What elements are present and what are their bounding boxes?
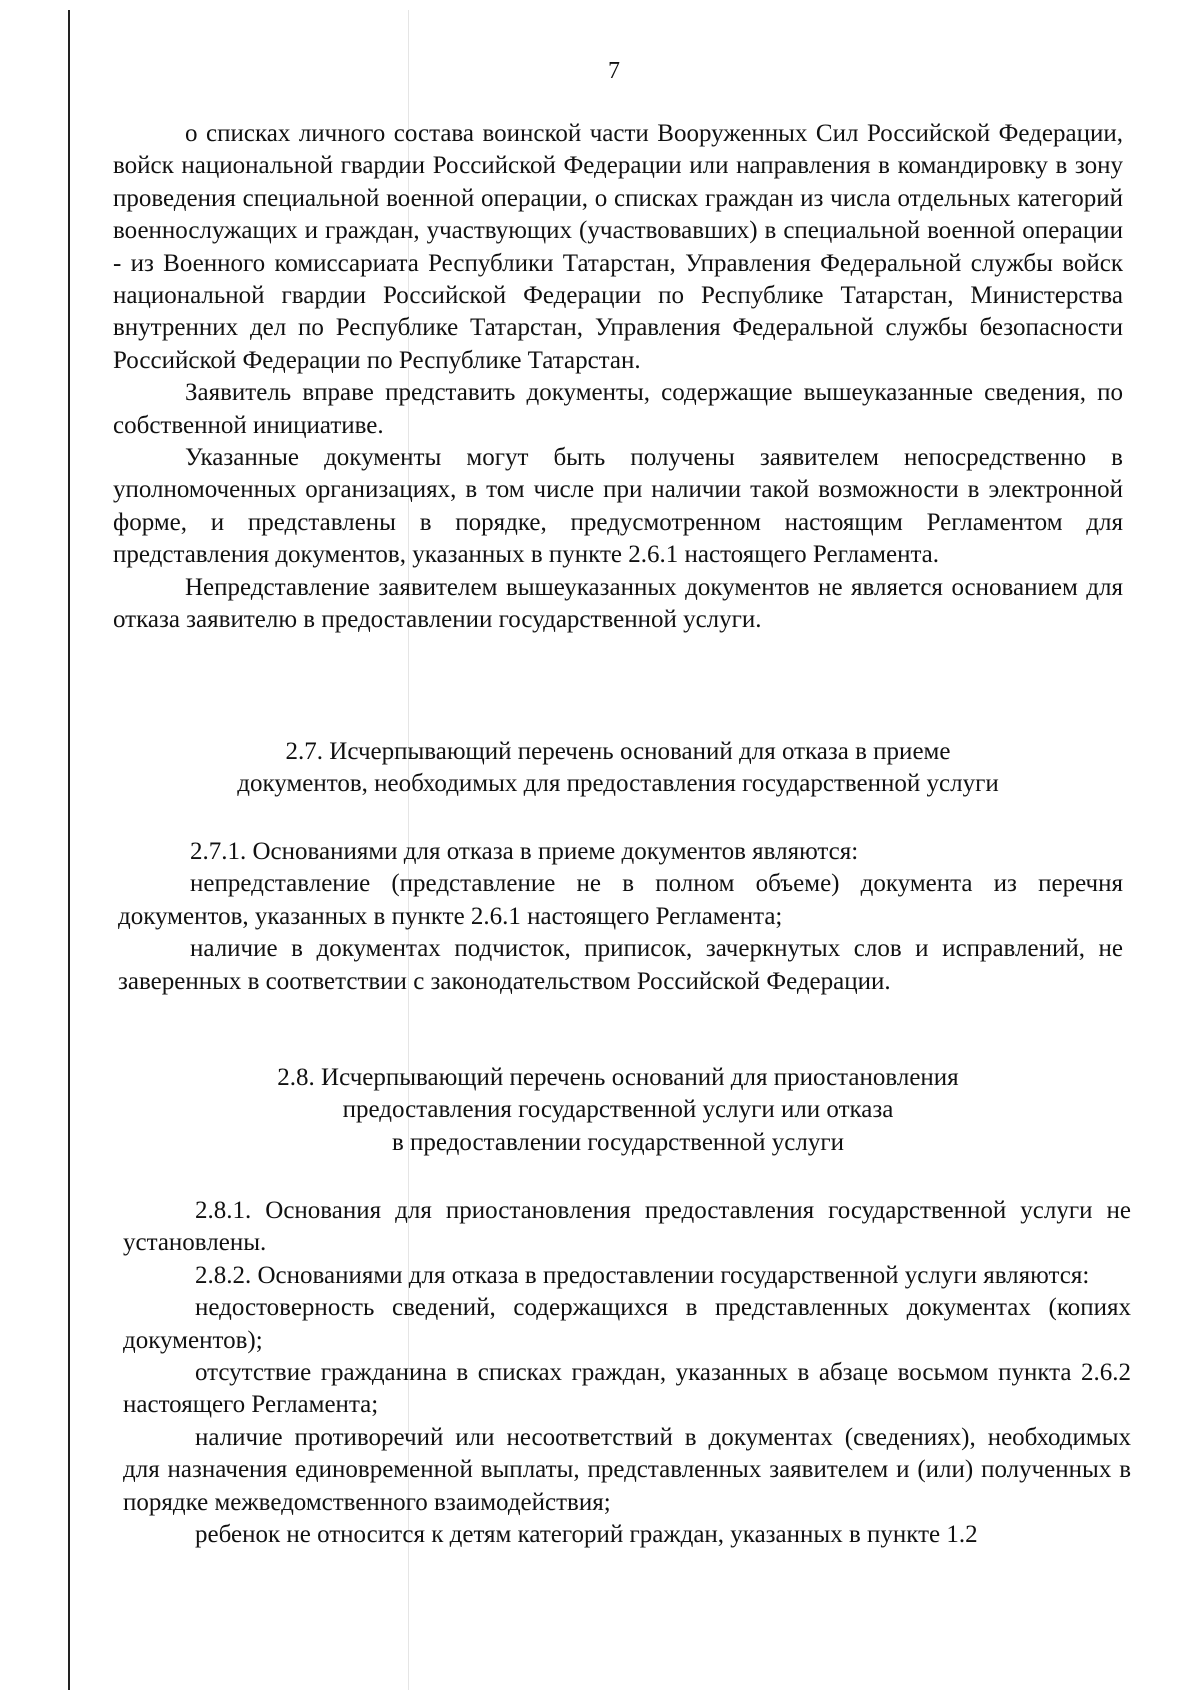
section-heading-2-7 [113, 736, 1123, 801]
heading-line: 2.8. Исчерпывающий перечень оснований для приостановления [277, 1064, 959, 1091]
paragraph: Заявитель вправе представить документы, содержащие вышеуказанные сведения, по собственной инициативе. [113, 379, 1123, 439]
paragraph: Указанные документы могут быть получены заявителем непосредственно в уполномоченных организациях, в том числе при наличии такой возможности в электронной форме, и представлены в порядке, предусмотренном настоящим Регламентом для представления документов, указанных в пункте 2.6.1 настоящего Регламента. [113, 444, 1123, 569]
heading-line: 2.7. Исчерпывающий перечень оснований для отказа в приеме [285, 738, 951, 765]
section-1-text [113, 118, 1123, 637]
section-2-8-text [123, 1195, 1131, 1551]
paragraph: отсутствие гражданина в списках граждан, указанных в абзаце восьмом пункта 2.6.2 настоящего Регламента; [123, 1359, 1131, 1419]
paragraph: 2.8.2. Основаниями для отказа в предоставлении государственной услуги являются: [195, 1261, 1090, 1289]
heading-line: документов, необходимых для предоставления государственной услуги [237, 770, 999, 798]
page-number: 7 [608, 58, 620, 84]
paragraph: наличие в документах подчисток, приписок, зачеркнутых слов и исправлений, не заверенных в соответствии с законодательством Российской Федерации. [118, 935, 1123, 995]
paragraph: наличие противоречий или несоответствий в документах (сведениях), необходимых для назначения единовременной выплаты, представленных заявителем и (или) полученных в порядке межведомственного взаимодействия; [123, 1423, 1131, 1516]
paragraph: о списках личного состава воинской части Вооруженных Сил Российской Федерации, войск национальной гвардии Российской Федерации или направления в командировку в зону проведения специальной военной операции, о списках граждан из числа отдельных категорий военнослужащих и граждан, участвующих (участвовавших) в специальной военной операции - из Военного комиссариата Республики Татарстан, Управления Федеральной службы войск национальной гвардии Российской Федерации по Республике Татарстан, Министерства внутренних дел по Республике Татарстан, Управления Федеральной службы безопасности Российской Федерации по Республике Татарстан. [113, 120, 1123, 374]
paragraph: ребенок не относится к детям категорий граждан, указанных в пункте 1.2 [195, 1521, 978, 1549]
paragraph: недостоверность сведений, содержащихся в представленных документах (копиях документов); [123, 1294, 1131, 1354]
paragraph: 2.8.1. Основания для приостановления предоставления государственной услуги не установлены. [123, 1197, 1131, 1257]
paragraph: Непредставление заявителем вышеуказанных документов не является основанием для отказа заявителю в предоставлении государственной услуги. [113, 573, 1123, 634]
heading-line: в предоставлении государственной услуги [391, 1128, 845, 1156]
page-left-edge-line [68, 10, 70, 1690]
section-2-7-text [118, 836, 1123, 998]
section-heading-2-8 [113, 1062, 1123, 1159]
paragraph: 2.7.1. Основаниями для отказа в приеме документов являются: [190, 838, 859, 865]
heading-line: предоставления государственной услуги или отказа [342, 1096, 894, 1124]
paragraph: непредставление (представление не в полном объеме) документа из перечня документов, указанных в пункте 2.6.1 настоящего Регламента; [118, 870, 1123, 930]
